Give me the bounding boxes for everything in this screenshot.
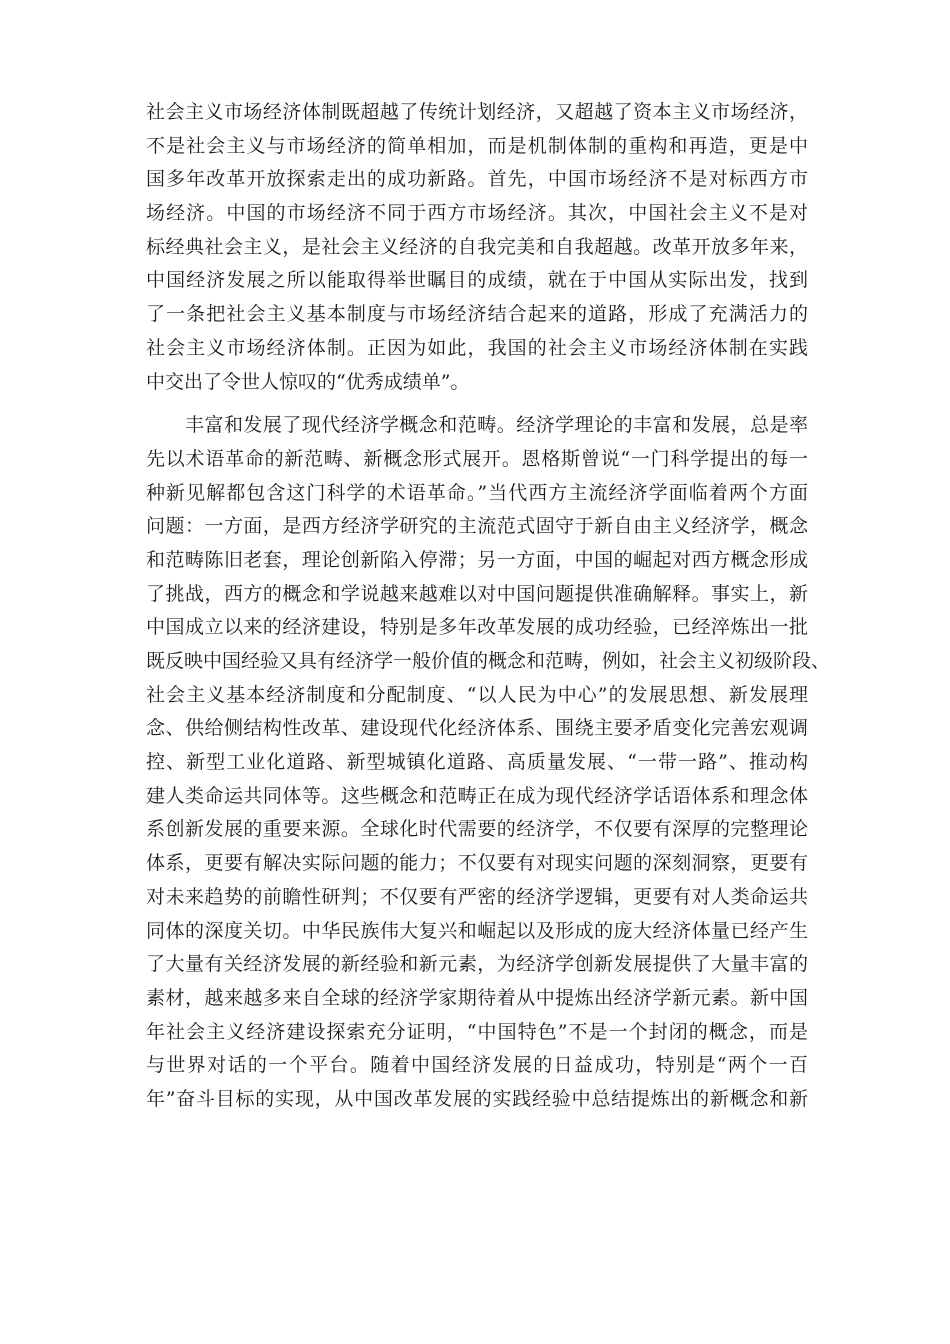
text-line: 体系，更要有解决实际问题的能力；不仅要有对现实问题的深刻洞察，更要有 bbox=[146, 852, 808, 875]
text-line: 同体的深度关切。中华民族伟大复兴和崛起以及形成的庞大经济体量已经产生 bbox=[146, 919, 808, 942]
text-line: 年社会主义经济建设探索充分证明，“中国特色”不是一个封闭的概念，而是 bbox=[146, 1020, 808, 1043]
text-line: 念、供给侧结构性改革、建设现代化经济体系、围绕主要矛盾变化完善宏观调 bbox=[146, 717, 808, 740]
text-line: 不是社会主义与市场经济的简单相加，而是机制体制的重构和再造，更是中 bbox=[146, 134, 808, 157]
text-line: 丰富和发展了现代经济学概念和范畴。经济学理论的丰富和发展，总是率 bbox=[146, 414, 808, 437]
text-line: 建人类命运共同体等。这些概念和范畴正在成为现代经济学话语体系和理念体 bbox=[146, 784, 808, 807]
paragraph-spacing bbox=[146, 399, 808, 409]
text-line: 国多年改革开放探索走出的成功新路。首先，中国市场经济不是对标西方市 bbox=[146, 168, 808, 191]
text-line: 对未来趋势的前瞻性研判；不仅要有严密的经济学逻辑，更要有对人类命运共 bbox=[146, 885, 808, 908]
text-line: 标经典社会主义，是社会主义经济的自我完美和自我超越。改革开放多年来， bbox=[146, 235, 808, 258]
text-line: 素材，越来越多来自全球的经济学家期待着从中提炼出经济学新元素。新中国 bbox=[146, 986, 808, 1009]
paragraph-2 bbox=[146, 409, 831, 1116]
text-line: 系创新发展的重要来源。全球化时代需要的经济学，不仅要有深厚的完整理论 bbox=[146, 818, 808, 841]
text-line: 中国经济发展之所以能取得举世瞩目的成绩，就在于中国从实际出发，找到 bbox=[146, 269, 808, 292]
paragraph-1 bbox=[146, 96, 808, 399]
text-line: 社会主义市场经济体制既超越了传统计划经济，又超越了资本主义市场经济， bbox=[146, 101, 808, 123]
text-line: 中国成立以来的经济建设，特别是多年改革发展的成功经验，已经淬炼出一批 bbox=[146, 616, 808, 639]
text-line: 了挑战，西方的概念和学说越来越难以对中国问题提供准确解释。事实上，新 bbox=[146, 582, 808, 605]
text-line: 和范畴陈旧老套，理论创新陷入停滞；另一方面，中国的崛起对西方概念形成 bbox=[146, 548, 808, 571]
text-line: 了一条把社会主义基本制度与市场经济结合起来的道路，形成了充满活力的 bbox=[146, 303, 808, 326]
text-line: 控、新型工业化道路、新型城镇化道路、高质量发展、“一带一路”、推动构 bbox=[146, 751, 808, 774]
text-line: 了大量有关经济发展的新经验和新元素，为经济学创新发展提供了大量丰富的 bbox=[146, 953, 808, 976]
text-line: 社会主义市场经济体制。正因为如此，我国的社会主义市场经济体制在实践 bbox=[146, 336, 808, 359]
text-line: 种新见解都包含这门科学的术语革命。”当代西方主流经济学面临着两个方面 bbox=[146, 481, 808, 504]
text-line: 社会主义基本经济制度和分配制度、“以人民为中心”的发展思想、新发展理 bbox=[146, 683, 808, 706]
text-line: 场经济。中国的市场经济不同于西方市场经济。其次，中国社会主义不是对 bbox=[146, 202, 808, 225]
text-line: 年”奋斗目标的实现，从中国改革发展的实践经验中总结提炼出的新概念和新 bbox=[146, 1087, 808, 1110]
text-line: 与世界对话的一个平台。随着中国经济发展的日益成功，特别是“两个一百 bbox=[146, 1054, 808, 1077]
document-page bbox=[146, 96, 831, 1117]
text-line: 问题：一方面，是西方经济学研究的主流范式固守于新自由主义经济学，概念 bbox=[146, 515, 808, 538]
text-line: 先以术语革命的新范畴、新概念形式展开。恩格斯曾说“一门科学提出的每一 bbox=[146, 447, 808, 470]
text-line: 中交出了令世人惊叹的“优秀成绩单”。 bbox=[146, 370, 470, 393]
text-line: 既反映中国经验又具有经济学一般价值的概念和范畴，例如，社会主义初级阶段、 bbox=[146, 650, 831, 672]
